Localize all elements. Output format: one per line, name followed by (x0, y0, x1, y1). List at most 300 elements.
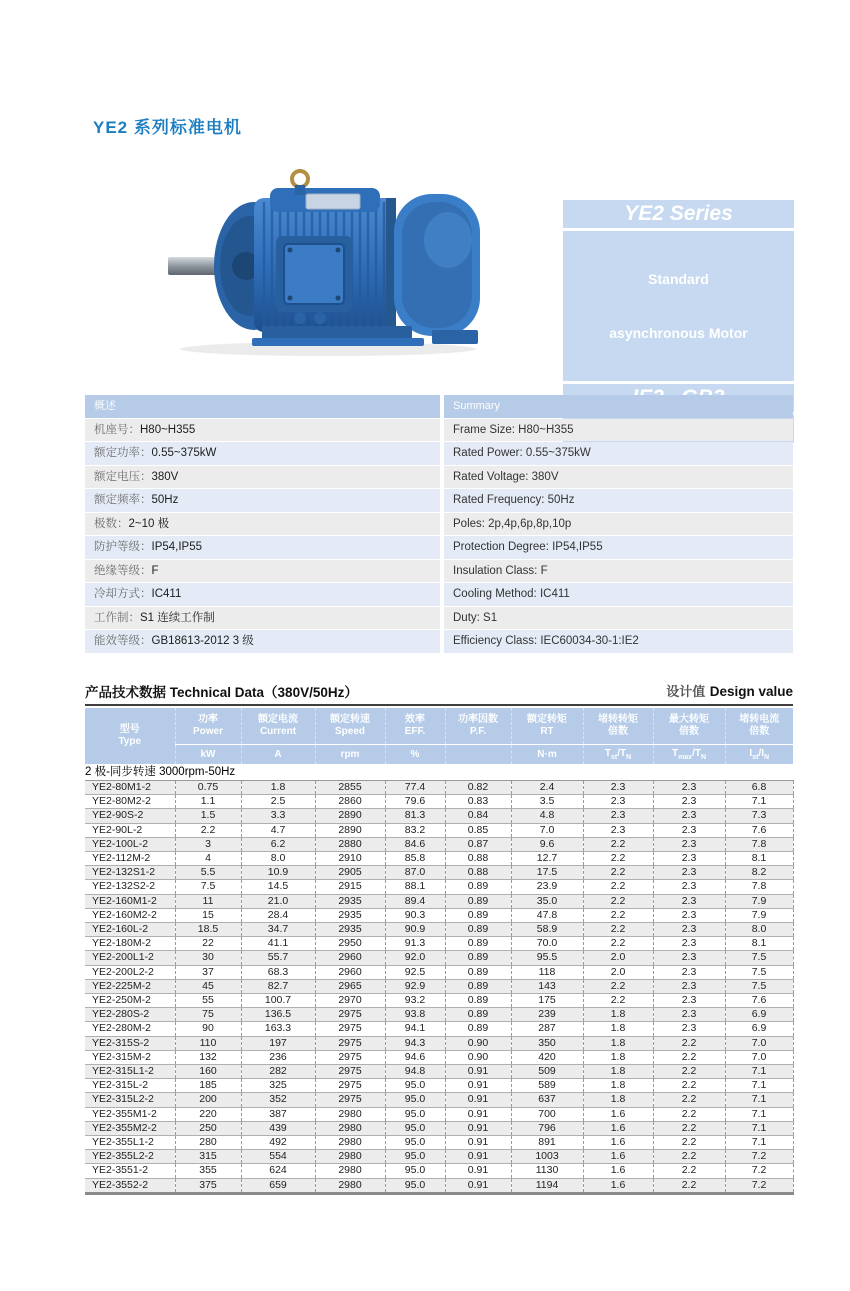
model-cell: YE2-355M2-2 (85, 1121, 175, 1135)
value-cell: 75 (175, 1008, 241, 1022)
motor-photo (148, 158, 500, 360)
model-cell: YE2-225M-2 (85, 979, 175, 993)
tech-col-zh: 额定转矩 (527, 714, 567, 725)
tech-row (85, 781, 793, 795)
value-cell: 589 (511, 1079, 583, 1093)
value-cell: 7.2 (725, 1178, 793, 1193)
tech-row (85, 823, 793, 837)
tech-col-zh: 型号 (119, 724, 140, 735)
design-value-label (666, 681, 793, 701)
value-cell: 41.1 (241, 937, 315, 951)
summary-zh-cell (85, 607, 440, 630)
value-cell: 2.2 (583, 923, 653, 937)
value-cell: 35.0 (511, 894, 583, 908)
model-cell: YE2-315L1-2 (85, 1065, 175, 1079)
tech-title-zh: 产品技术数据 (85, 685, 166, 700)
value-cell: 22 (175, 937, 241, 951)
tech-row (85, 979, 793, 993)
value-cell: 18.5 (175, 923, 241, 937)
value-cell: 68.3 (241, 965, 315, 979)
value-cell: 2.2 (583, 937, 653, 951)
value-cell: 7.9 (725, 908, 793, 922)
value-cell: 3 (175, 837, 241, 851)
value-cell: 0.88 (445, 852, 511, 866)
tech-col-header (385, 708, 445, 745)
tech-unit-header: $I_{st}/I_N$ (725, 745, 793, 765)
summary-zh-label: 防护等级： (94, 541, 152, 553)
value-cell: 2980 (315, 1164, 385, 1178)
summary-row (85, 607, 793, 630)
summary-en-cell: Insulation Class: F (444, 560, 793, 583)
tech-col-header (725, 708, 793, 745)
value-cell: 7.1 (725, 1121, 793, 1135)
value-cell: 2.3 (583, 795, 653, 809)
model-cell: YE2-90L-2 (85, 823, 175, 837)
tech-row (85, 937, 793, 951)
value-cell: 5.5 (175, 866, 241, 880)
value-cell: 0.91 (445, 1065, 511, 1079)
value-cell: 2890 (315, 809, 385, 823)
value-cell: 0.85 (445, 823, 511, 837)
model-cell: YE2-280M-2 (85, 1022, 175, 1036)
terminal-box (276, 236, 352, 324)
value-cell: 1.6 (583, 1178, 653, 1193)
value-cell: 70.0 (511, 937, 583, 951)
value-cell: 95.5 (511, 951, 583, 965)
model-cell: YE2-160M1-2 (85, 894, 175, 908)
value-cell: 1.8 (583, 1093, 653, 1107)
value-cell: 2975 (315, 1036, 385, 1050)
value-cell: 7.1 (725, 1079, 793, 1093)
value-cell: 0.91 (445, 1121, 511, 1135)
tech-col-header (511, 708, 583, 745)
value-cell: 0.90 (445, 1036, 511, 1050)
tech-row (85, 1150, 793, 1164)
tech-section-title (85, 681, 358, 701)
value-cell: 1.8 (583, 1065, 653, 1079)
value-cell: 0.84 (445, 809, 511, 823)
tech-col-header (175, 708, 241, 745)
value-cell: 2.2 (653, 1107, 725, 1121)
value-cell: 2.0 (583, 951, 653, 965)
value-cell: 0.89 (445, 894, 511, 908)
value-cell: 23.9 (511, 880, 583, 894)
value-cell: 1.8 (583, 1050, 653, 1064)
tech-row (85, 1022, 793, 1036)
value-cell: 1194 (511, 1178, 583, 1193)
motor-image (148, 158, 500, 360)
summary-zh-cell (85, 513, 440, 536)
fan-cover (386, 194, 480, 336)
value-cell: 355 (175, 1164, 241, 1178)
value-cell: 7.1 (725, 1107, 793, 1121)
value-cell: 2.3 (583, 781, 653, 795)
value-cell: 6.8 (725, 781, 793, 795)
value-cell: 4.8 (511, 809, 583, 823)
value-cell: 163.3 (241, 1022, 315, 1036)
value-cell: 375 (175, 1178, 241, 1193)
value-cell: 85.8 (385, 852, 445, 866)
model-cell: YE2-112M-2 (85, 852, 175, 866)
value-cell: 637 (511, 1093, 583, 1107)
value-cell: 2.2 (583, 866, 653, 880)
value-cell: 7.5 (725, 951, 793, 965)
value-cell: 79.6 (385, 795, 445, 809)
value-cell: 1.8 (583, 1036, 653, 1050)
value-cell: 1.1 (175, 795, 241, 809)
summary-header-en: Summary (444, 395, 793, 418)
value-cell: 2975 (315, 1022, 385, 1036)
tech-col-en: Type (118, 736, 142, 747)
tech-row (85, 965, 793, 979)
tech-col-zh: 效率 (405, 714, 425, 725)
value-cell: 700 (511, 1107, 583, 1121)
value-cell: 2915 (315, 880, 385, 894)
tech-col-en: RT (540, 726, 554, 737)
model-cell: YE2-160M2-2 (85, 908, 175, 922)
tech-col-en: 倍数 (608, 726, 628, 737)
value-cell: 350 (511, 1036, 583, 1050)
tech-title-en: Technical Data（380V/50Hz） (169, 685, 358, 700)
value-cell: 197 (241, 1036, 315, 1050)
value-cell: 2960 (315, 965, 385, 979)
summary-zh-value: 50Hz (151, 494, 179, 506)
tech-col-header (583, 708, 653, 745)
summary-zh-value: 0.55~375kW (151, 447, 217, 459)
tech-col-header (653, 708, 725, 745)
value-cell: 77.4 (385, 781, 445, 795)
value-cell: 6.2 (241, 837, 315, 851)
summary-zh-cell (85, 630, 440, 653)
value-cell: 0.89 (445, 965, 511, 979)
value-cell: 37 (175, 965, 241, 979)
value-cell: 185 (175, 1079, 241, 1093)
value-cell: 2.2 (653, 1136, 725, 1150)
value-cell: 0.89 (445, 908, 511, 922)
model-cell: YE2-80M1-2 (85, 781, 175, 795)
value-cell: 659 (241, 1178, 315, 1193)
value-cell: 89.4 (385, 894, 445, 908)
value-cell: 7.5 (175, 880, 241, 894)
value-cell: 4 (175, 852, 241, 866)
badge-series: YE2 Series (563, 200, 794, 228)
value-cell: 2980 (315, 1150, 385, 1164)
value-cell: 2.3 (653, 979, 725, 993)
value-cell: 2.5 (241, 795, 315, 809)
value-cell: 9.6 (511, 837, 583, 851)
value-cell: 2.3 (583, 823, 653, 837)
tech-row (85, 1121, 793, 1135)
model-cell: YE2-355L1-2 (85, 1136, 175, 1150)
model-cell: YE2-3551-2 (85, 1164, 175, 1178)
value-cell: 94.6 (385, 1050, 445, 1064)
summary-zh-label: 额定功率： (94, 447, 152, 459)
value-cell: 1003 (511, 1150, 583, 1164)
tech-row (85, 894, 793, 908)
model-cell: YE2-250M-2 (85, 994, 175, 1008)
tech-col-en: Power (192, 726, 223, 737)
model-cell: YE2-315L-2 (85, 1079, 175, 1093)
value-cell: 0.89 (445, 951, 511, 965)
summary-header-row (85, 395, 793, 418)
value-cell: 509 (511, 1065, 583, 1079)
value-cell: 2975 (315, 1065, 385, 1079)
value-cell: 7.5 (725, 979, 793, 993)
pole-band-row (85, 764, 793, 781)
value-cell: 95.0 (385, 1164, 445, 1178)
value-cell: 90 (175, 1022, 241, 1036)
value-cell: 7.2 (725, 1150, 793, 1164)
summary-zh-cell (85, 560, 440, 583)
summary-zh-label: 极数： (94, 517, 129, 530)
value-cell: 3.3 (241, 809, 315, 823)
value-cell: 2.3 (653, 923, 725, 937)
value-cell: 7.8 (725, 880, 793, 894)
value-cell: 2.2 (583, 880, 653, 894)
summary-en-cell: Cooling Method: IC411 (444, 583, 793, 606)
value-cell: 2.2 (583, 994, 653, 1008)
tech-col-zh: 功率 (198, 714, 218, 725)
model-cell: YE2-132S2-2 (85, 880, 175, 894)
value-cell: 2980 (315, 1178, 385, 1193)
value-cell: 7.0 (511, 823, 583, 837)
summary-zh-label: 绝缘等级： (94, 564, 152, 577)
value-cell: 2880 (315, 837, 385, 851)
value-cell: 0.90 (445, 1050, 511, 1064)
value-cell: 1.8 (583, 1008, 653, 1022)
value-cell: 87.0 (385, 866, 445, 880)
summary-row (85, 419, 793, 442)
summary-zh-label: 机座号： (94, 423, 140, 436)
value-cell: 2855 (315, 781, 385, 795)
summary-zh-value: IP54,IP55 (151, 541, 203, 553)
value-cell: 492 (241, 1136, 315, 1150)
value-cell: 1.5 (175, 809, 241, 823)
tech-unit-header: % (385, 745, 445, 765)
value-cell: 2.3 (583, 809, 653, 823)
value-cell: 2965 (315, 979, 385, 993)
value-cell: 1.6 (583, 1121, 653, 1135)
model-cell: YE2-355M1-2 (85, 1107, 175, 1121)
value-cell: 2975 (315, 1050, 385, 1064)
value-cell: 891 (511, 1136, 583, 1150)
tech-col-en: Current (259, 726, 297, 737)
summary-table (85, 395, 793, 654)
value-cell: 90.3 (385, 908, 445, 922)
summary-header-zh: 概述 (85, 395, 440, 418)
tech-unit-header: A (241, 745, 315, 765)
value-cell: 0.89 (445, 937, 511, 951)
summary-zh-value: 2~10 极 (128, 517, 170, 530)
value-cell: 45 (175, 979, 241, 993)
value-cell: 14.5 (241, 880, 315, 894)
value-cell: 10.9 (241, 866, 315, 880)
value-cell: 2.3 (653, 965, 725, 979)
value-cell: 93.8 (385, 1008, 445, 1022)
value-cell: 0.89 (445, 880, 511, 894)
value-cell: 282 (241, 1065, 315, 1079)
value-cell: 439 (241, 1121, 315, 1135)
value-cell: 143 (511, 979, 583, 993)
tech-row (85, 866, 793, 880)
value-cell: 55 (175, 994, 241, 1008)
technical-data-table (85, 708, 794, 1195)
value-cell: 287 (511, 1022, 583, 1036)
tech-row (85, 1093, 793, 1107)
value-cell: 0.91 (445, 1136, 511, 1150)
value-cell: 94.3 (385, 1036, 445, 1050)
value-cell: 7.6 (725, 994, 793, 1008)
value-cell: 2.2 (653, 1065, 725, 1079)
value-cell: 92.9 (385, 979, 445, 993)
value-cell: 1.8 (583, 1022, 653, 1036)
value-cell: 30 (175, 951, 241, 965)
value-cell: 2975 (315, 1079, 385, 1093)
tech-row (85, 837, 793, 851)
value-cell: 220 (175, 1107, 241, 1121)
value-cell: 95.0 (385, 1093, 445, 1107)
value-cell: 2910 (315, 852, 385, 866)
value-cell: 0.91 (445, 1178, 511, 1193)
tech-col-en: EFF. (404, 726, 426, 737)
badge-standard-line1: Standard (648, 271, 709, 287)
value-cell: 47.8 (511, 908, 583, 922)
design-value-zh: 设计值 (666, 684, 706, 699)
value-cell: 0.89 (445, 979, 511, 993)
model-cell: YE2-315M-2 (85, 1050, 175, 1064)
value-cell: 1130 (511, 1164, 583, 1178)
value-cell: 0.75 (175, 781, 241, 795)
value-cell: 2.2 (583, 837, 653, 851)
value-cell: 2.2 (583, 979, 653, 993)
tech-row (85, 795, 793, 809)
value-cell: 1.8 (241, 781, 315, 795)
value-cell: 0.91 (445, 1079, 511, 1093)
value-cell: 2.3 (653, 994, 725, 1008)
value-cell: 95.0 (385, 1121, 445, 1135)
value-cell: 0.89 (445, 994, 511, 1008)
value-cell: 2.3 (653, 880, 725, 894)
summary-en-cell: Rated Power: 0.55~375kW (444, 442, 793, 465)
tech-row (85, 1050, 793, 1064)
value-cell: 0.88 (445, 866, 511, 880)
value-cell: 7.9 (725, 894, 793, 908)
value-cell: 239 (511, 1008, 583, 1022)
tech-row (85, 1065, 793, 1079)
value-cell: 132 (175, 1050, 241, 1064)
tech-row (85, 1036, 793, 1050)
value-cell: 2.3 (653, 937, 725, 951)
value-cell: 6.9 (725, 1008, 793, 1022)
summary-zh-label: 能效等级： (94, 635, 152, 647)
value-cell: 2860 (315, 795, 385, 809)
tech-col-zh: 堵转转矩 (598, 714, 638, 725)
summary-en-cell: Protection Degree: IP54,IP55 (444, 536, 793, 559)
value-cell: 92.5 (385, 965, 445, 979)
value-cell: 2.3 (653, 1008, 725, 1022)
value-cell: 2.3 (653, 781, 725, 795)
value-cell: 2.2 (653, 1150, 725, 1164)
value-cell: 7.1 (725, 1065, 793, 1079)
value-cell: 7.1 (725, 1093, 793, 1107)
nameplate (306, 194, 360, 209)
summary-zh-cell (85, 489, 440, 512)
summary-zh-label: 工作制： (94, 611, 140, 624)
summary-zh-cell (85, 536, 440, 559)
value-cell: 95.0 (385, 1136, 445, 1150)
value-cell: 2935 (315, 923, 385, 937)
value-cell: 250 (175, 1121, 241, 1135)
tech-row (85, 951, 793, 965)
summary-en-cell: Rated Voltage: 380V (444, 466, 793, 489)
summary-zh-label: 额定电压： (94, 470, 152, 483)
summary-zh-label: 额定频率： (94, 494, 152, 506)
value-cell: 3.5 (511, 795, 583, 809)
model-cell: YE2-355L2-2 (85, 1150, 175, 1164)
value-cell: 84.6 (385, 837, 445, 851)
value-cell: 2975 (315, 1008, 385, 1022)
value-cell: 2.2 (653, 1050, 725, 1064)
summary-en-cell: Rated Frequency: 50Hz (444, 489, 793, 512)
tech-unit-header: kW (175, 745, 241, 765)
value-cell: 280 (175, 1136, 241, 1150)
value-cell: 0.82 (445, 781, 511, 795)
value-cell: 2960 (315, 951, 385, 965)
value-cell: 7.8 (725, 837, 793, 851)
value-cell: 136.5 (241, 1008, 315, 1022)
summary-row (85, 442, 793, 465)
model-cell: YE2-160L-2 (85, 923, 175, 937)
tech-col-en: 倍数 (679, 726, 699, 737)
value-cell: 352 (241, 1093, 315, 1107)
value-cell: 2.2 (653, 1178, 725, 1193)
value-cell: 2905 (315, 866, 385, 880)
value-cell: 2.2 (653, 1121, 725, 1135)
tech-row (85, 1008, 793, 1022)
value-cell: 2.4 (511, 781, 583, 795)
model-cell: YE2-80M2-2 (85, 795, 175, 809)
value-cell: 81.3 (385, 809, 445, 823)
summary-en-cell: Efficiency Class: IEC60034-30-1:IE2 (444, 630, 793, 653)
summary-rows (85, 419, 793, 653)
value-cell: 315 (175, 1150, 241, 1164)
value-cell: 8.1 (725, 937, 793, 951)
value-cell: 796 (511, 1121, 583, 1135)
tech-unit-header: $T_{st}/T_N$ (583, 745, 653, 765)
summary-zh-cell (85, 466, 440, 489)
tech-row (85, 809, 793, 823)
tech-col-zh: 堵转电流 (739, 714, 780, 725)
value-cell: 7.0 (725, 1050, 793, 1064)
tech-unit-header: $T_{max}/T_N$ (653, 745, 725, 765)
value-cell: 160 (175, 1065, 241, 1079)
value-cell: 6.9 (725, 1022, 793, 1036)
summary-en-cell: Frame Size: H80~H355 (444, 419, 793, 442)
value-cell: 2.3 (653, 951, 725, 965)
summary-zh-value: S1 连续工作制 (140, 611, 215, 624)
summary-row (85, 536, 793, 559)
value-cell: 236 (241, 1050, 315, 1064)
value-cell: 7.3 (725, 809, 793, 823)
value-cell: 0.89 (445, 1022, 511, 1036)
value-cell: 34.7 (241, 923, 315, 937)
summary-zh-value: GB18613-2012 3 级 (151, 635, 254, 647)
tech-row (85, 923, 793, 937)
value-cell: 2.3 (653, 823, 725, 837)
tech-row (85, 1164, 793, 1178)
tech-row (85, 1136, 793, 1150)
model-cell: YE2-3552-2 (85, 1178, 175, 1193)
